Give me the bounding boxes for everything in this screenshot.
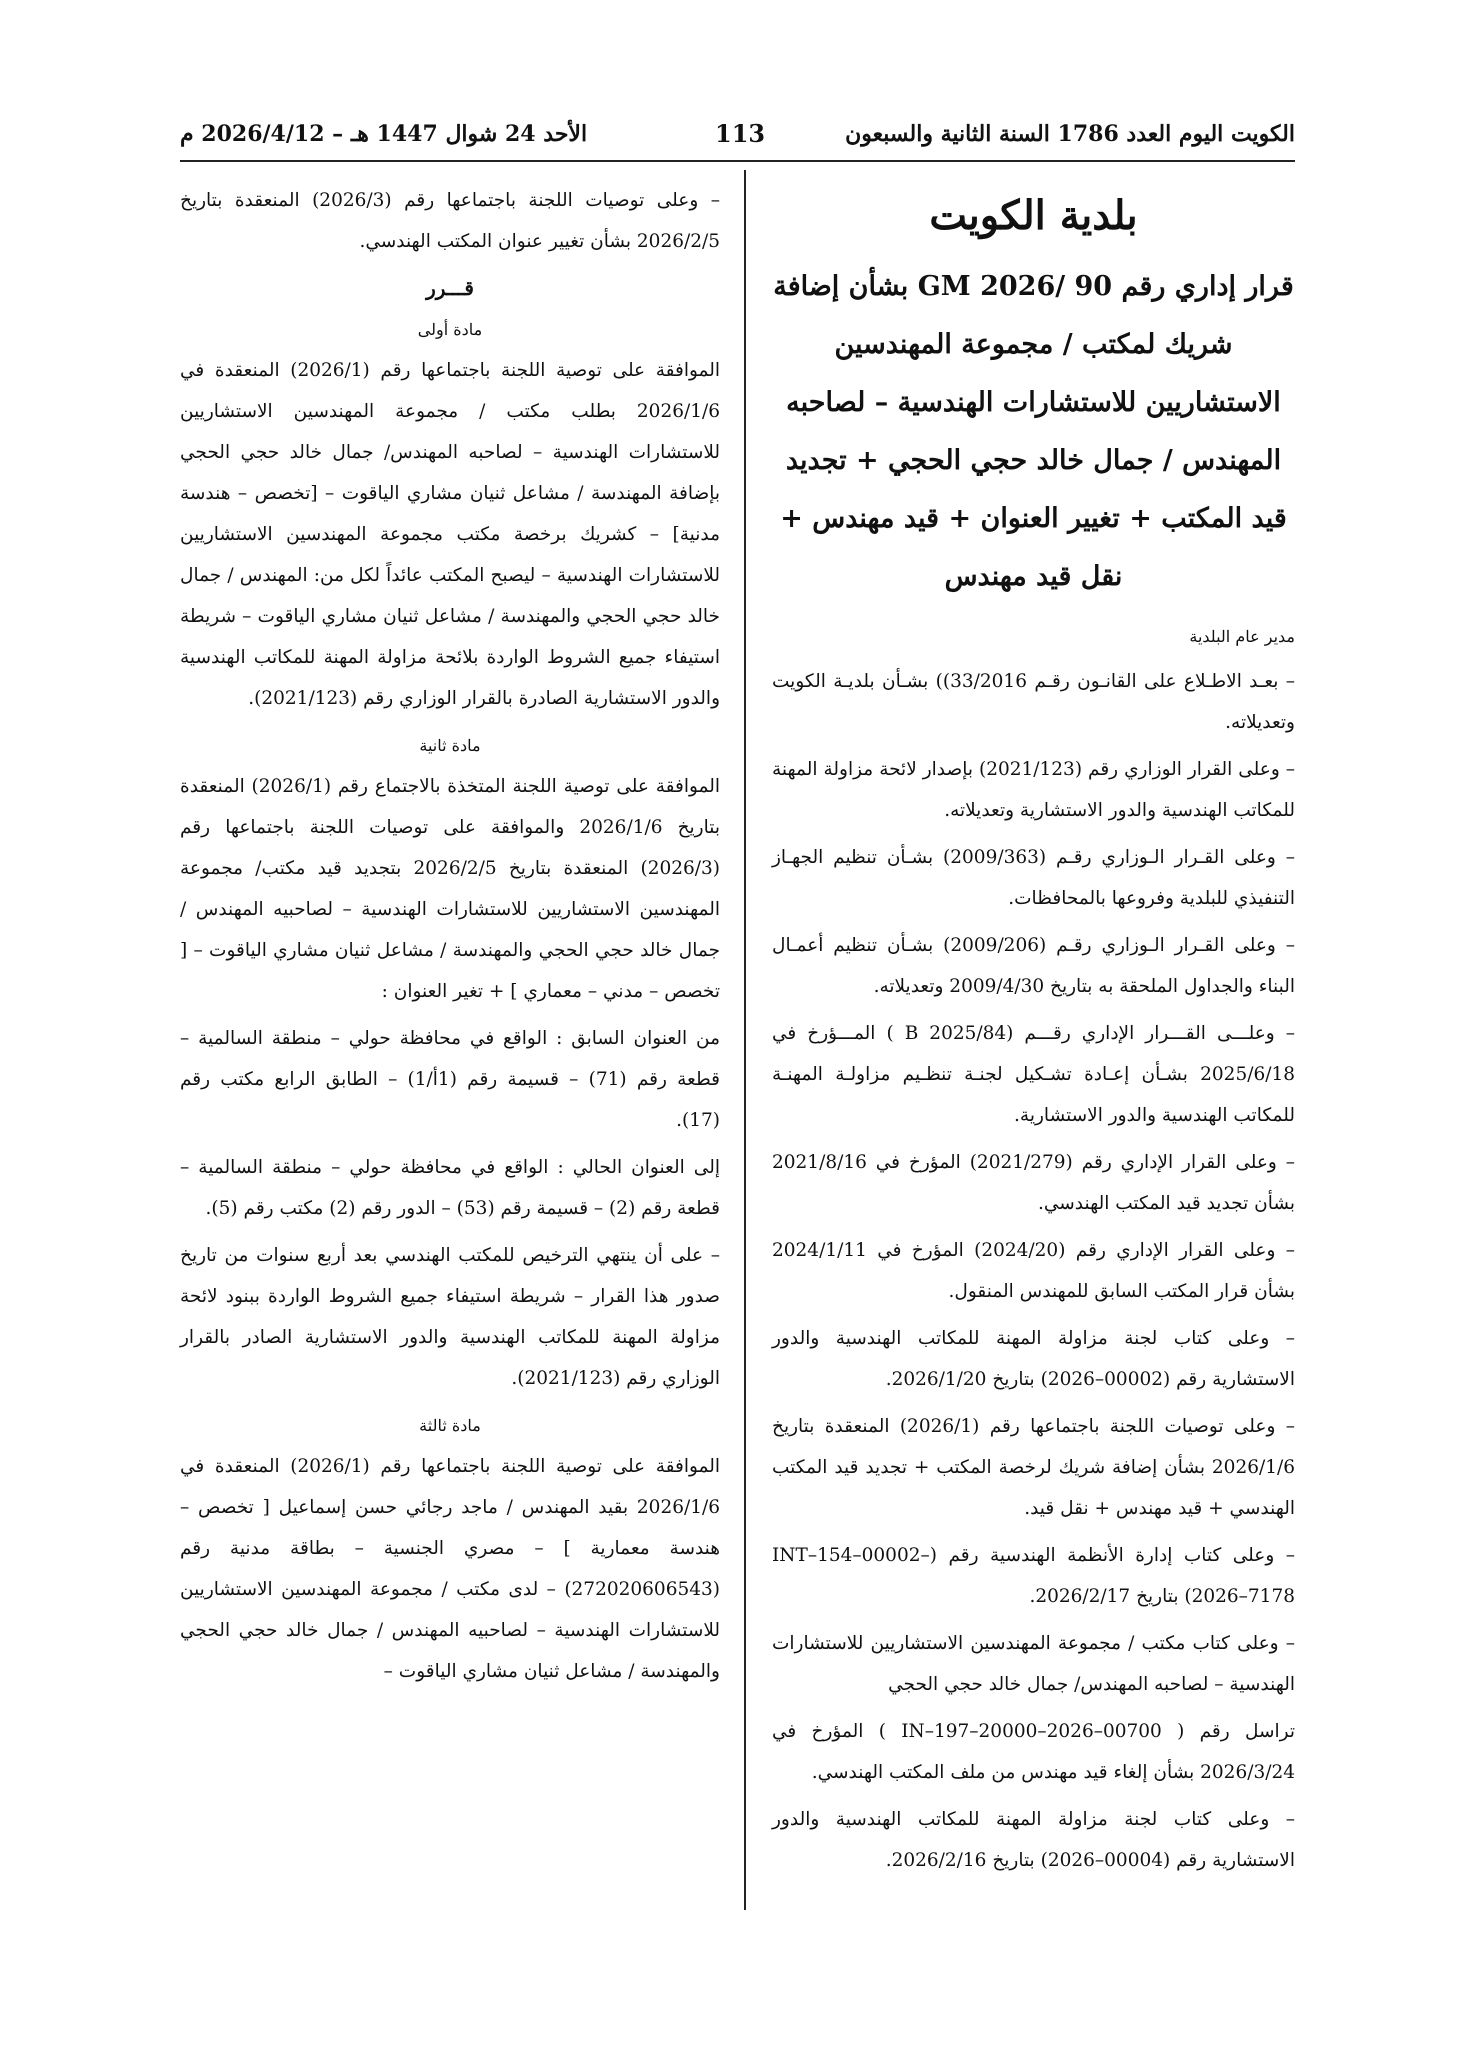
preamble-paragraph: – وعلى القرار الوزاري رقم (2021/123) بإصدار لائحة مزاولة المهنة للمكاتب الهندسية والدور الاستشارية وتعديلاته.: [772, 759, 1296, 821]
issuer: مدير عام البلدية: [1189, 627, 1295, 646]
preamble-paragraph: – وعلى القرار الإداري رقم (2021/279) المؤرخ في 2021/8/16 بشأن تجديد قيد المكتب الهندسي.: [772, 1152, 1295, 1214]
preamble-paragraph: – وعلى كتاب لجنة مزاولة المهنة للمكاتب الهندسية والدور الاستشارية رقم (00002–2026) بتاريخ 2026/1/20.: [772, 1328, 1295, 1390]
preamble-paragraph: – وعلى توصيات اللجنة باجتماعها رقم (2026/3) المنعقدة بتاريخ 2026/2/5 بشأن تغيير عنوان المكتب الهندسي.: [180, 190, 720, 252]
article-2-heading: مادة ثانية: [419, 736, 481, 755]
document-title: بلدية الكويت: [929, 192, 1138, 239]
preamble-paragraph: – وعلى كتاب مكتب / مجموعة المهندسين الاستشاريين للاستشارات الهندسية – لصاحبه المهندس/ جمال خالد حجي الحجي: [772, 1633, 1295, 1695]
preamble-paragraph: – وعلى توصيات اللجنة باجتماعها رقم (2026/1) المنعقدة بتاريخ 2026/1/6 بشأن إضافة شريك لرخصة المكتب + تجديد قيد المكتب الهندسي + قيد مهندس + نقل قيد.: [772, 1416, 1295, 1519]
preamble-paragraph: – وعلـــى القـــرار الإداري رقـــم (B 2025/84 ) المـــؤرخ في 2025/6/18 بشـأن إعـادة تشـكيل لجنـة تنظـيم مزاولـة المهنـة للمكاتب الهندسية والدور الاستشارية.: [772, 1023, 1295, 1126]
article-3-text: الموافقة على توصية اللجنة باجتماعها رقم (2026/1) المنعقدة في 2026/1/6 بقيد المهندس / ماجد رجائي حسن إسماعيل [ تخصص – هندسة معمارية ] – مصري الجنسية – بطاقة مدنية رقم (272020606543) – لدى مكتب / مجموعة المهندسين الاستشاريين للاستشارات الهندسية – لصاحبيه المهندس / جمال خالد حجي الحجي والمهندسة / مشاعل ثنيان مشاري الياقوت –: [180, 1456, 721, 1682]
header-rule: [180, 160, 1295, 162]
article-1-heading: مادة أولى: [417, 320, 483, 339]
decision-subtitle: قرار إداري رقم 90 /GM 2026 بشأن إضافة شريك لمكتب / مجموعة المهندسين الاستشاريين للاستشارات الهندسية – لصاحبه المهندس / جمال خالد حجي الحجي + تجديد قيد المكتب + تغيير العنوان + قيد مهندس + نقل قيد مهندس: [773, 271, 1294, 592]
gazette-issue: الكويت اليوم العدد 1786 السنة الثانية والسبعون: [845, 121, 1295, 147]
decision-heading: قـــرر: [426, 276, 474, 300]
new-address: إلى العنوان الحالي : الواقع في محافظة حولي – منطقة السالمية – قطعة رقم (2) – قسيمة رقم (53) – الدور رقم (2) مكتب رقم (5).: [180, 1157, 720, 1219]
preamble-paragraph: – وعلى كتاب لجنة مزاولة المهنة للمكاتب الهندسية والدور الاستشارية رقم (00004–2026) بتاريخ 2026/2/16.: [772, 1809, 1295, 1871]
old-address: من العنوان السابق : الواقع في محافظة حولي – منطقة السالمية – قطعة رقم (71) – قسيمة رقم (1أ/1) – الطابق الرابع مكتب رقم (17).: [180, 1028, 720, 1131]
preamble-paragraph: – وعلى القـرار الـوزاري رقـم (2009/206) بشـأن تنظيم أعمـال البناء والجداول الملحقة به بتاريخ 2009/4/30 وتعديلاته.: [772, 935, 1295, 997]
preamble-paragraph: – وعلى القرار الإداري رقم (2024/20) المؤرخ في 2024/1/11 بشأن قرار المكتب السابق للمهندس المنقول.: [772, 1240, 1295, 1302]
page-header: [180, 116, 1295, 152]
preamble-paragraph: – وعلى كتاب إدارة الأنظمة الهندسية رقم (INT–154–00002–2026–7178) بتاريخ 2026/2/17.: [772, 1545, 1295, 1607]
preamble-paragraph: تراسل رقم ( IN–197–20000–2026–00700 ) المؤرخ في 2026/3/24 بشأن إلغاء قيد مهندس من ملف المكتب الهندسي.: [772, 1721, 1295, 1783]
license-clause: – على أن ينتهي الترخيص للمكتب الهندسي بعد أربع سنوات من تاريخ صدور هذا القرار – شريطة استيفاء جميع الشروط الواردة ببنود لائحة مزاولة المهنة للمكاتب الهندسية والدور الاستشارية الصادر بالقرار الوزاري رقم (2021/123).: [180, 1245, 720, 1389]
column-divider: [744, 170, 746, 1910]
article-2-text: الموافقة على توصية اللجنة المتخذة بالاجتماع رقم (2026/1) المنعقدة بتاريخ 2026/1/6 والموافقة على توصيات اللجنة باجتماعها رقم (2026/3) المنعقدة بتاريخ 2026/2/5 بتجديد قيد مكتب/ مجموعة المهندسين الاستشاريين للاستشارات الهندسية – لصاحبيه المهندس / جمال خالد حجي الحجي والمهندسة / مشاعل ثنيان مشاري الياقوت – [ تخصص – مدني – معماري ] + تغير العنوان :: [180, 776, 720, 1002]
right-column: [772, 180, 1295, 1887]
left-column: [180, 180, 720, 1698]
page-number: 113: [715, 119, 766, 148]
issue-date: الأحد 24 شوال 1447 هـ – 2026/4/12 م: [180, 121, 588, 147]
preamble-paragraph: – وعلى القـرار الـوزاري رقـم (2009/363) بشـأن تنظيم الجهـاز التنفيذي للبلدية وفروعها بالمحافظات.: [772, 847, 1295, 909]
preamble-paragraph: – بعـد الاطـلاع على القانـون رقـم 33/2016)) بشـأن بلديـة الكويت وتعديلاته.: [772, 671, 1295, 733]
article-1-text: الموافقة على توصية اللجنة باجتماعها رقم (2026/1) المنعقدة في 2026/1/6 بطلب مكتب / مجموعة المهندسين الاستشاريين للاستشارات الهندسية – لصاحبه المهندس/ جمال خالد حجي الحجي بإضافة المهندسة / مشاعل ثنيان مشاري الياقوت – [تخصص – هندسة مدنية] – كشريك برخصة مكتب مجموعة المهندسين الاستشاريين للاستشارات الهندسية – ليصبح المكتب عائداً لكل من: المهندس / جمال خالد حجي الحجي والمهندسة / مشاعل ثنيان مشاري الياقوت – شريطة استيفاء جميع الشروط الواردة بلائحة مزاولة المهنة للمكاتب الهندسية والدور الاستشارية الصادرة بالقرار الوزاري رقم (2021/123).: [180, 360, 721, 709]
article-3-heading: مادة ثالثة: [419, 1416, 481, 1435]
